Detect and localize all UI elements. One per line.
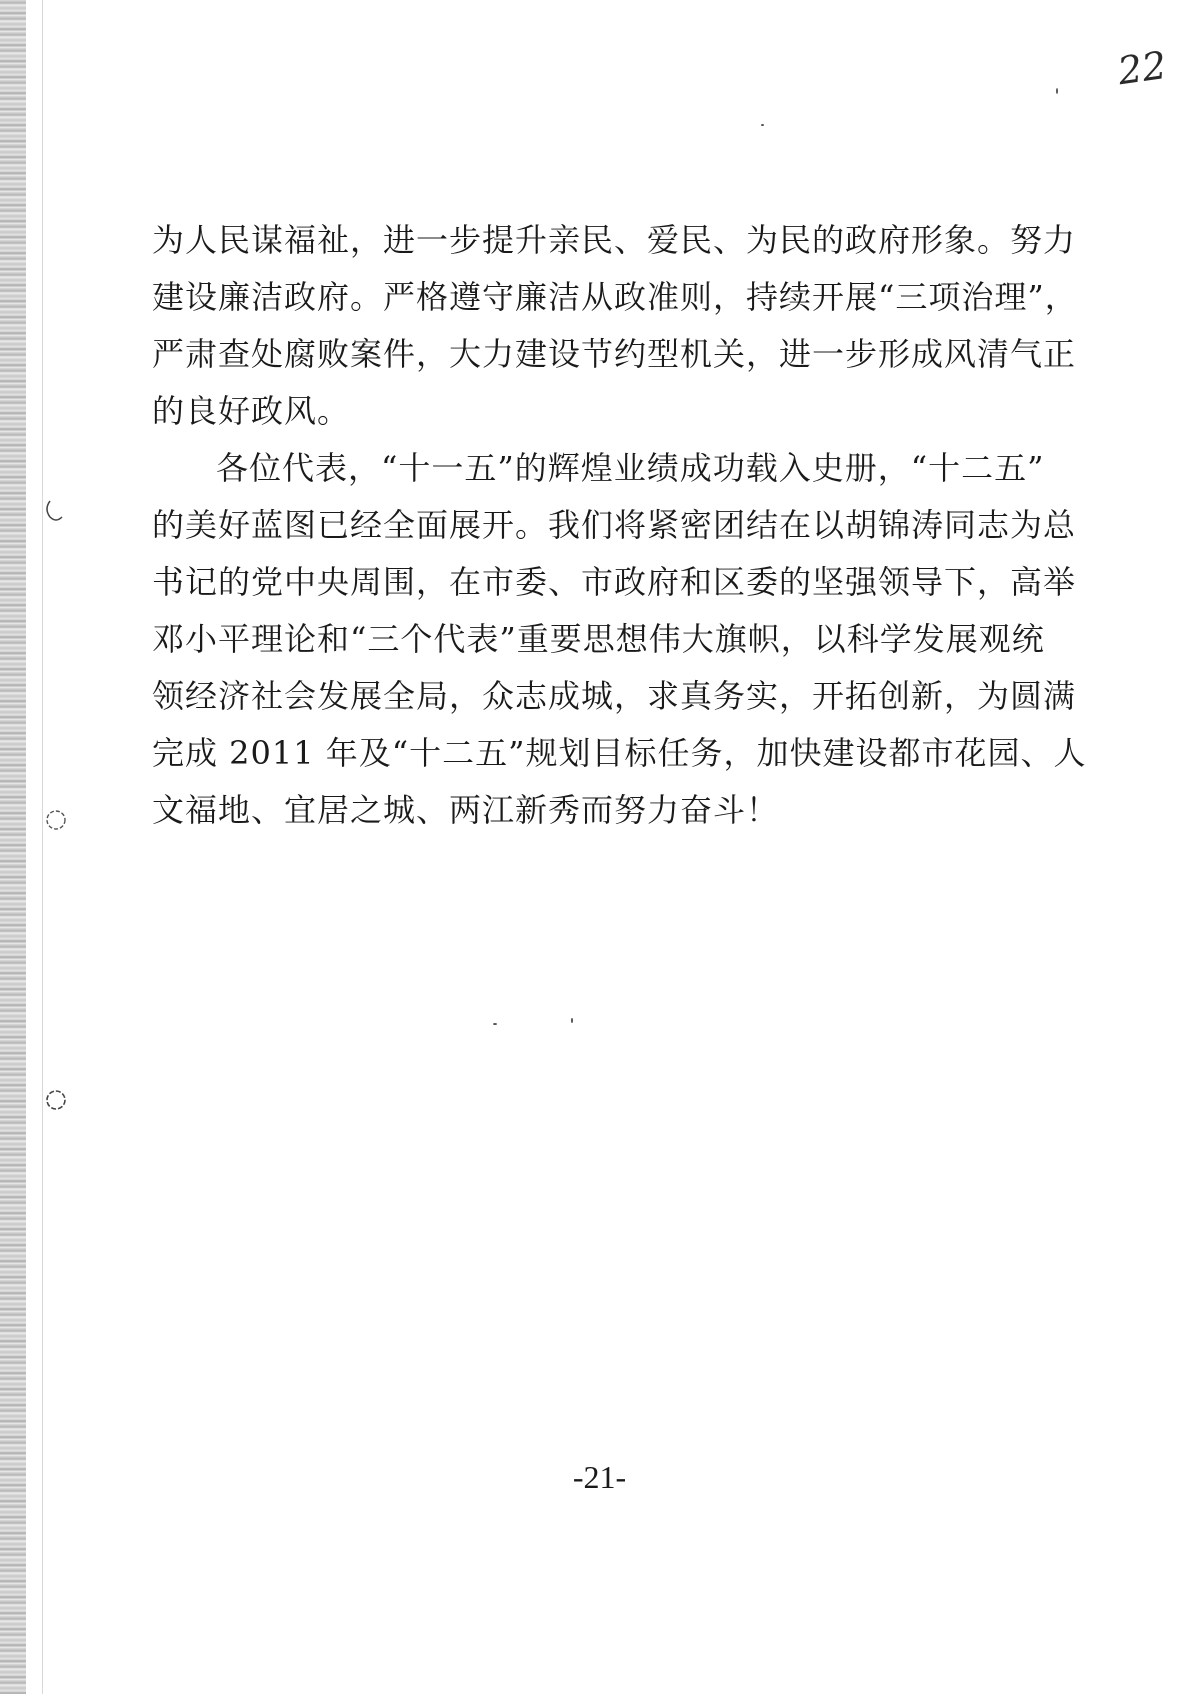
scan-speck xyxy=(1056,88,1058,94)
text-line: 完成 2011 年及“十二五”规划目标任务，加快建设都市花园、人 xyxy=(152,734,1087,772)
text-line: 严肃查处腐败案件，大力建设节约型机关，进一步形成风清气正 xyxy=(152,335,1077,373)
text-line: 领经济社会发展全局，众志成城，求真务实，开拓创新，为圆满 xyxy=(152,677,1077,715)
page-number: -21- xyxy=(572,1459,627,1495)
text-line: 建设廉洁政府。严格遵守廉洁从政准则，持续开展“三项治理”， xyxy=(152,278,1078,316)
text-line: 各位代表，“十一五”的辉煌业绩成功载入史册，“十二五” xyxy=(216,449,1045,487)
scan-speck xyxy=(493,1023,497,1025)
paragraph xyxy=(152,212,1078,440)
text-line: 的良好政风。 xyxy=(152,392,351,430)
scan-speck xyxy=(761,124,764,126)
text-line: 文福地、宜居之城、两江新秀而努力奋斗！ xyxy=(152,791,780,829)
text-line: 邓小平理论和“三个代表”重要思想伟大旗帜，以科学发展观统 xyxy=(152,620,1045,658)
scan-binding-edge xyxy=(0,0,26,1694)
punch-hole-mark xyxy=(42,1085,72,1115)
binding-line xyxy=(42,0,43,1694)
text-line: 书记的党中央周围，在市委、市政府和区委的坚强领导下，高举 xyxy=(152,563,1077,601)
punch-hole-mark xyxy=(42,805,72,835)
document-body xyxy=(152,212,1087,839)
text-line: 的美好蓝图已经全面展开。我们将紧密团结在以胡锦涛同志为总 xyxy=(152,506,1077,544)
paragraph xyxy=(152,440,1087,839)
punch-hole-mark xyxy=(42,495,72,525)
text-line: 为人民谋福祉，进一步提升亲民、爱民、为民的政府形象。努力 xyxy=(152,221,1077,259)
scan-speck xyxy=(571,1018,573,1023)
handwritten-page-number: 22 xyxy=(1115,42,1170,94)
